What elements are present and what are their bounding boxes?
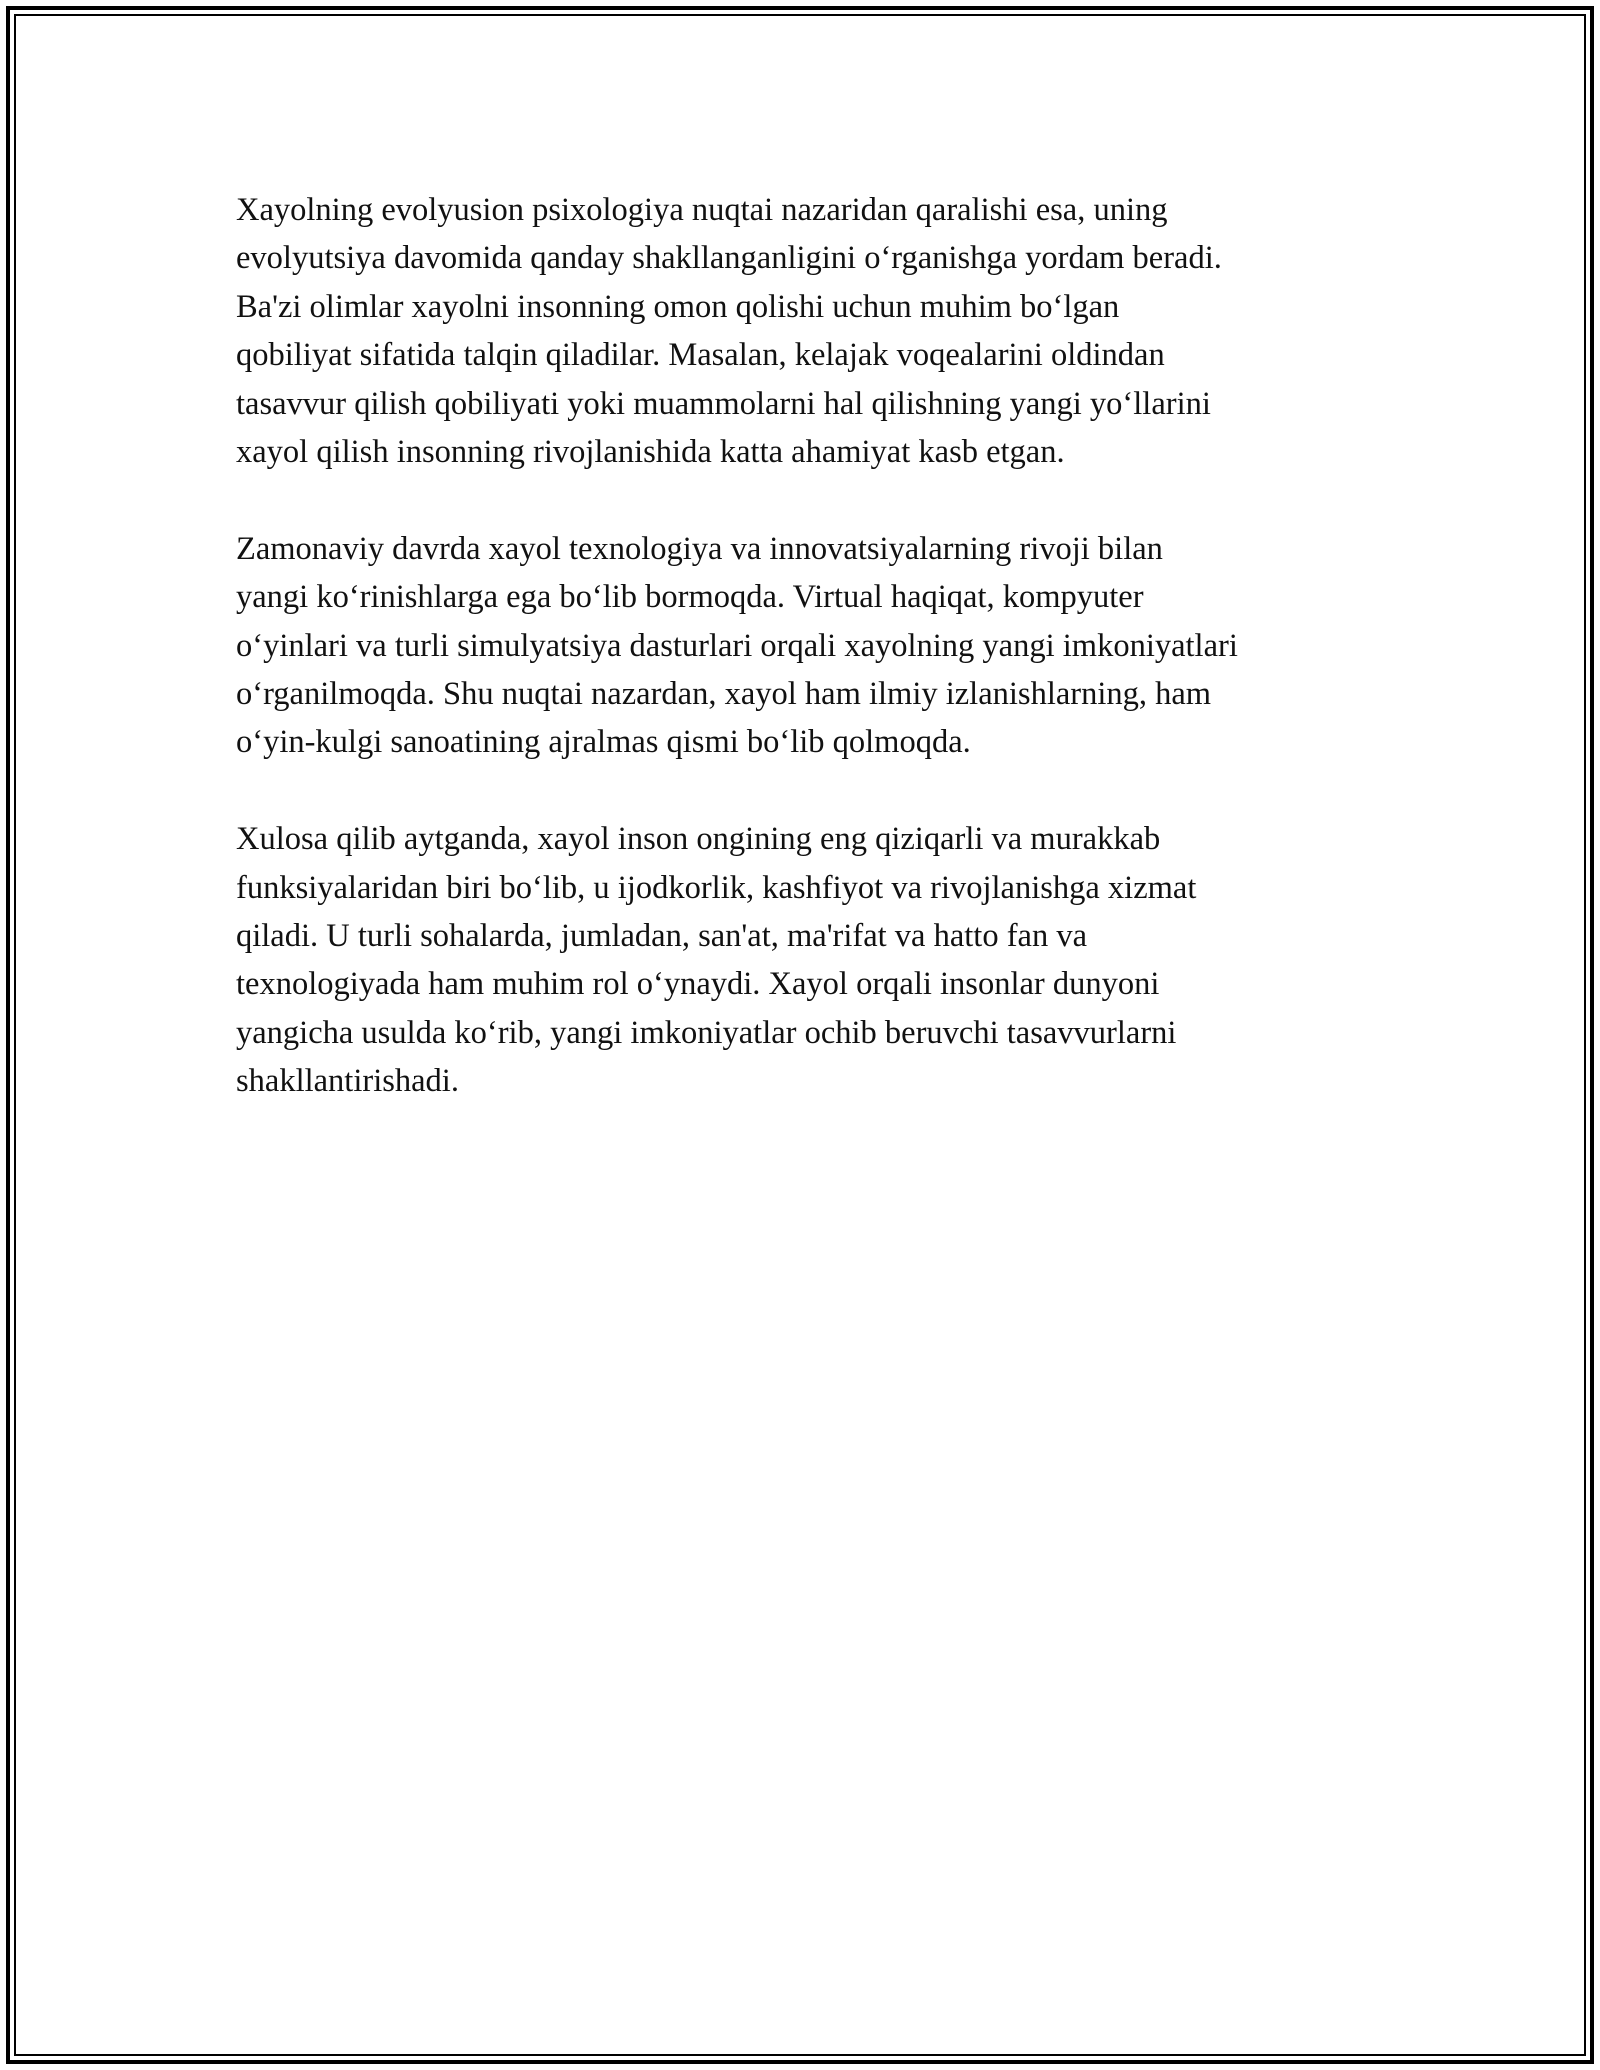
text-line: yangi ko‘rinishlarga ega bo‘lib bormoqda. Virtual haqiqat, kompyuter [236,579,1144,616]
text-line: o‘yinlari va turli simulyatsiya dasturlari orqali xayolning yangi imkoniyatlari [236,627,1238,664]
text-line: Zamonaviy davrda xayol texnologiya va innovatsiyalarning rivoji bilan [236,530,1163,567]
paragraph-conclusion [236,815,1376,1105]
paragraph-evolutionary-psychology [236,186,1376,476]
text-line: yangicha usulda ko‘rib, yangi imkoniyatlar ochib beruvchi tasavvurlarni [236,1014,1177,1051]
text-line: Ba'zi olimlar xayolni insonning omon qolishi uchun muhim bo‘lgan [236,288,1120,325]
text-line: shakllantirishadi. [236,1063,459,1100]
text-line: xayol qilish insonning rivojlanishida katta ahamiyat kasb etgan. [236,434,1065,471]
text-line: qobiliyat sifatida talqin qiladilar. Masalan, kelajak voqealarini oldindan [236,337,1165,374]
text-line: o‘yin-kulgi sanoatining ajralmas qismi bo‘lib qolmoqda. [236,724,971,761]
text-line: evolyutsiya davomida qanday shakllanganligini o‘rganishga yordam beradi. [236,240,1222,277]
text-line: qiladi. U turli sohalarda, jumladan, san'at, ma'rifat va hatto fan va [236,918,1088,955]
text-line: o‘rganilmoqda. Shu nuqtai nazardan, xayol ham ilmiy izlanishlarning, ham [236,676,1212,713]
text-line: tasavvur qilish qobiliyati yoki muammolarni hal qilishning yangi yo‘llarini [236,385,1211,422]
text-line: Xulosa qilib aytganda, xayol inson ongining eng qiziqarli va murakkab [236,821,1161,858]
text-line: texnologiyada ham muhim rol o‘ynaydi. Xayol orqali insonlar dunyoni [236,966,1160,1003]
text-line: Xayolning evolyusion psixologiya nuqtai nazaridan qaralishi esa, uning [236,192,1168,228]
text-line: funksiyalaridan biri bo‘lib, u ijodkorlik, kashfiyot va rivojlanishga xizmat [236,869,1197,906]
paragraph-modern-era [236,525,1376,767]
document-body [236,186,1376,1154]
